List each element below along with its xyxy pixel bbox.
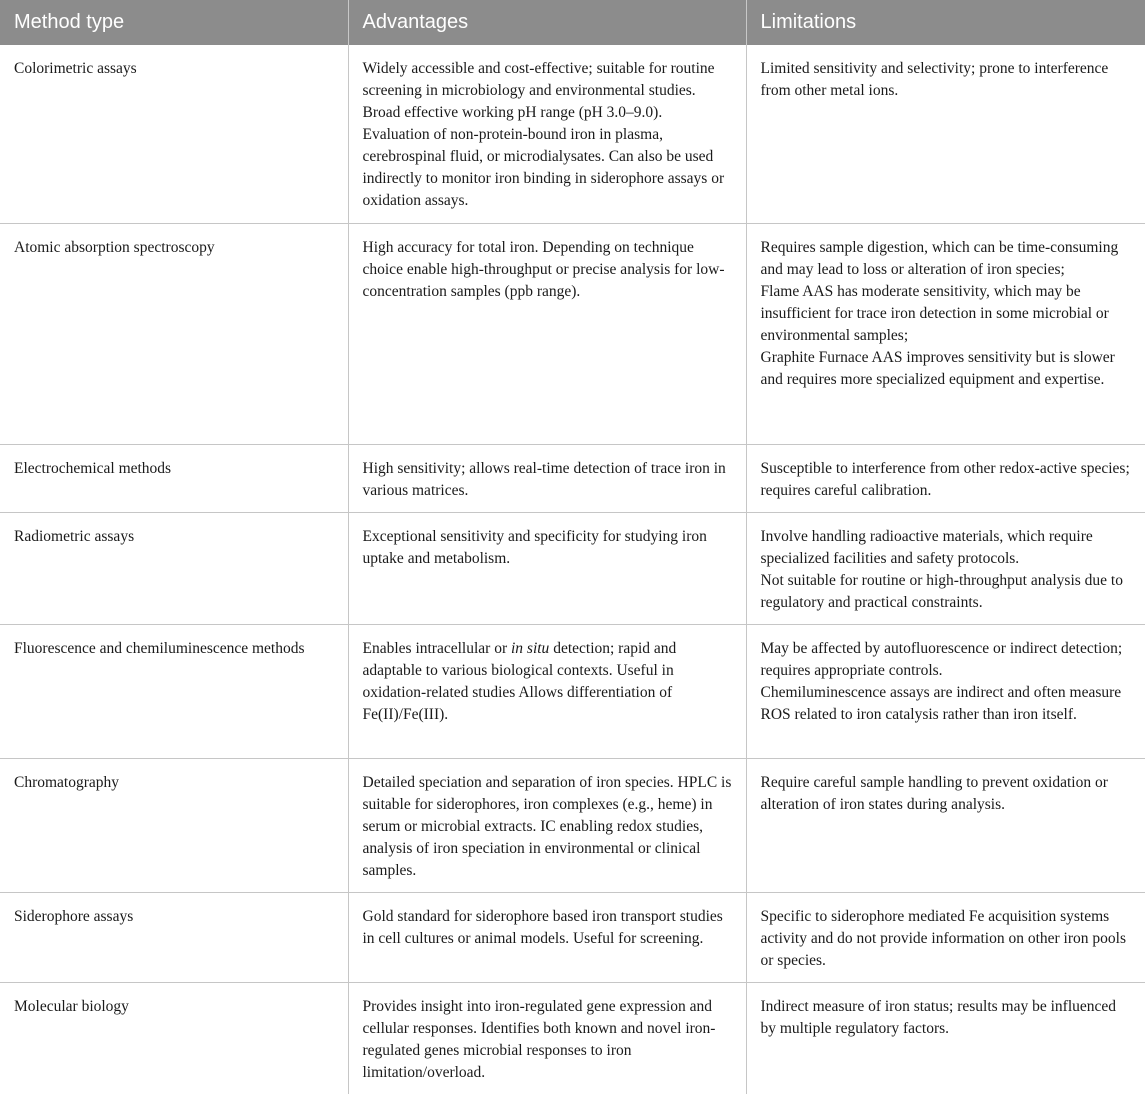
advantages-cell [348, 223, 746, 444]
header-advantages: Advantages [348, 0, 746, 45]
table-row [0, 624, 1145, 758]
limitations-cell [746, 45, 1145, 223]
advantages-line [363, 772, 732, 882]
text-segment: Exceptional sensitivity and specificity for studying iron uptake and metabolism. [362, 527, 707, 567]
header-row [0, 0, 1145, 45]
table-header [0, 0, 1145, 45]
method-type-cell: Siderophore assays [0, 892, 348, 982]
limitations-line [761, 281, 1132, 347]
method-type-cell: Chromatography [0, 758, 348, 892]
text-segment: Not suitable for routine or high-throughput analysis due to regulatory and practical constraints. [760, 571, 1123, 611]
text-segment: Indirect measure of iron status; results may be influenced by multiple regulatory factors. [760, 997, 1117, 1037]
advantages-cell [348, 982, 746, 1094]
method-type-cell: Atomic absorption spectroscopy [0, 223, 348, 444]
limitations-line [761, 772, 1132, 816]
method-type-cell: Electrochemical methods [0, 444, 348, 512]
advantages-line [363, 526, 732, 570]
text-segment: Enables intracellular or [362, 639, 511, 657]
advantages-line [363, 906, 732, 950]
limitations-line [761, 906, 1132, 972]
advantages-cell [348, 624, 746, 758]
header-limitations: Limitations [746, 0, 1145, 45]
text-segment: Gold standard for siderophore based iron transport studies in cell cultures or animal models. Useful for screening. [362, 907, 723, 947]
text-segment: High accuracy for total iron. Depending on technique choice enable high-throughput or precise analysis for low-concentration samples (ppb range). [362, 238, 725, 300]
table-row [0, 982, 1145, 1094]
text-segment: Require careful sample handling to prevent oxidation or alteration of iron states during analysis. [760, 773, 1108, 813]
limitations-cell [746, 444, 1145, 512]
advantages-line [363, 996, 732, 1084]
limitations-line [761, 526, 1132, 570]
table-row [0, 758, 1145, 892]
text-segment: Provides insight into iron-regulated gene expression and cellular responses. Identifies both known and novel iron-regulated genes microbial responses to iron limitation/overload. [362, 997, 716, 1081]
advantages-line [363, 458, 732, 502]
table-row [0, 45, 1145, 223]
advantages-cell [348, 444, 746, 512]
limitations-cell [746, 223, 1145, 444]
limitations-line [761, 237, 1132, 281]
text-segment: Susceptible to interference from other redox-active species; requires careful calibration. [760, 459, 1130, 499]
text-segment: Specific to siderophore mediated Fe acquisition systems activity and do not provide information on other iron pools or species. [760, 907, 1126, 969]
text-segment: Flame AAS has moderate sensitivity, which may be insufficient for trace iron detection in some microbial or environmental samples; [760, 282, 1109, 344]
limitations-line [761, 682, 1132, 726]
text-segment: High sensitivity; allows real-time detection of trace iron in various matrices. [362, 459, 726, 499]
text-segment: Widely accessible and cost-effective; suitable for routine screening in microbiology and environmental studies. Broad effective working pH range (pH 3.0–9.0). Evaluation of non-protein-bound iron in plasma, cerebrospinal fluid, or microdialysates. Can also be used indirectly to monitor iron binding in siderophore assays or oxidation assays. [362, 60, 725, 209]
advantages-line [363, 237, 732, 303]
limitations-line [761, 458, 1132, 502]
table-row [0, 892, 1145, 982]
method-type-cell: Radiometric assays [0, 512, 348, 624]
limitations-cell [746, 982, 1145, 1094]
advantages-line [363, 638, 732, 726]
text-segment: Involve handling radioactive materials, which require specialized facilities and safety protocols. [760, 527, 1093, 567]
text-segment: Chemiluminescence assays are indirect and often measure ROS related to iron catalysis rather than iron itself. [760, 683, 1122, 723]
table-body [0, 45, 1145, 1094]
text-segment: Graphite Furnace AAS improves sensitivity but is slower and requires more specialized equipment and expertise. [760, 348, 1115, 388]
table-row [0, 512, 1145, 624]
limitations-line [761, 347, 1132, 391]
limitations-line [761, 996, 1132, 1040]
limitations-line [761, 570, 1132, 614]
limitations-cell [746, 624, 1145, 758]
text-segment: Limited sensitivity and selectivity; prone to interference from other metal ions. [760, 60, 1109, 99]
limitations-cell [746, 512, 1145, 624]
method-type-cell: Molecular biology [0, 982, 348, 1094]
limitations-line [761, 638, 1132, 682]
limitations-cell [746, 758, 1145, 892]
advantages-cell [348, 892, 746, 982]
advantages-line [363, 58, 732, 212]
limitations-line [761, 58, 1132, 102]
italic-text: in situ [510, 639, 550, 657]
header-method-type: Method type [0, 0, 348, 45]
advantages-cell [348, 45, 746, 223]
method-type-cell: Colorimetric assays [14, 60, 137, 77]
text-segment: Requires sample digestion, which can be time-consuming and may lead to loss or alteration of iron species; [760, 238, 1119, 278]
text-segment: detection; rapid and adaptable to various biological contexts. Useful in oxidation-related studies Allows differentiation of Fe(II)/Fe(III). [362, 639, 677, 723]
limitations-cell [746, 892, 1145, 982]
advantages-cell [348, 758, 746, 892]
text-segment: May be affected by autofluorescence or indirect detection; requires appropriate controls. [760, 639, 1123, 679]
table-row [0, 444, 1145, 512]
text-segment: Detailed speciation and separation of iron species. HPLC is suitable for siderophores, iron complexes (e.g., heme) in serum or microbial extracts. IC enabling redox studies, analysis of iron speciation in environmental or clinical samples. [362, 773, 732, 879]
table-row [0, 223, 1145, 444]
method-type-cell: Fluorescence and chemiluminescence methods [0, 624, 348, 758]
advantages-cell [348, 512, 746, 624]
